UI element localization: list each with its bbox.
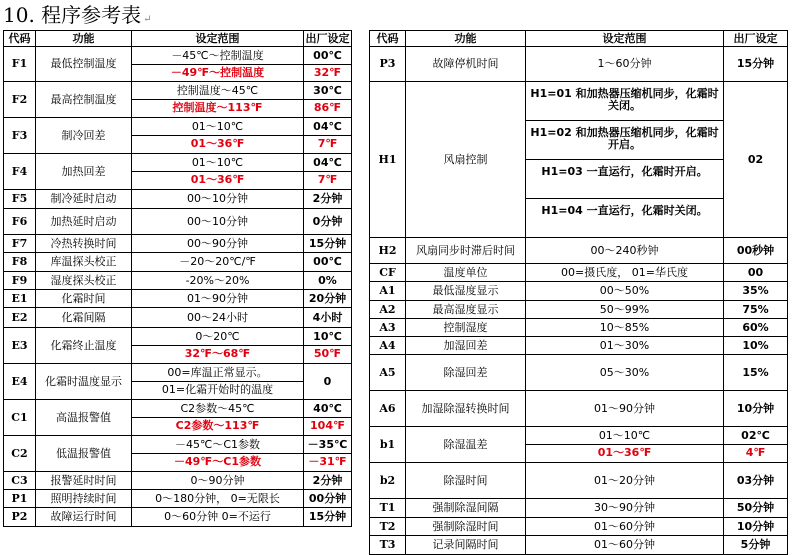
param-default [724,427,788,463]
param-code: C3 [4,472,36,490]
table-row [370,82,788,238]
param-code: A1 [370,282,406,301]
range-line: H1=04 一直运行，化霜时关闭。 [526,198,723,237]
table-row [4,272,352,290]
param-code: T1 [370,499,406,518]
range-line: 01～10℃ [191,156,244,169]
param-range [526,82,724,238]
param-default [724,47,788,82]
table-row [4,364,352,400]
default-line: 10分钟 [736,519,775,533]
param-code: F7 [4,235,36,253]
param-code: E3 [4,328,36,364]
param-default [724,264,788,282]
table-row [370,427,788,463]
range-line: 01～90分钟 [594,401,655,415]
header-range: 设定范围 [526,31,724,47]
param-function: 高温报警值 [36,400,132,436]
param-default [724,499,788,518]
table-row [370,47,788,82]
default-line: 00秒钟 [736,243,775,257]
range-line: －49℉～控制温度 [132,64,303,81]
param-range [132,308,304,328]
range-line: －45℃～C1参数 [174,438,261,451]
default-line: 35% [742,284,769,297]
table-row [4,47,352,82]
param-range [526,499,724,518]
range-line: 1～60分钟 [597,57,652,70]
default-line: 15分钟 [308,236,347,250]
default-line: 00℃ [313,255,342,268]
range-line: 01～90分钟 [187,291,248,305]
param-function: 风扇控制 [406,82,526,238]
param-range [132,190,304,209]
table-row [4,209,352,235]
default-line: 40℃ [313,402,342,415]
default-line: 0% [318,273,337,287]
table-row [4,118,352,154]
param-default [724,355,788,391]
default-line: 75% [742,302,769,316]
default-line: 4小时 [312,310,343,324]
default-line: 5分钟 [740,538,771,551]
default-line: 60% [742,320,769,334]
param-default [724,238,788,264]
table-row [4,508,352,527]
default-line: －31℉ [304,453,351,470]
param-code: C2 [4,436,36,472]
default-line: 15分钟 [308,510,347,523]
param-function: 湿度探头校正 [36,272,132,290]
range-line: 00～10分钟 [187,192,248,205]
param-code: F1 [4,47,36,82]
default-line: 10% [742,338,769,352]
param-range [526,518,724,536]
param-code: C1 [4,400,36,436]
table-row [4,400,352,436]
param-default [304,118,352,154]
table-row [370,337,788,355]
range-line: C2参数～45℃ [180,402,255,415]
param-function: 化霜间隔 [36,308,132,328]
param-code: F6 [4,209,36,235]
right-parameter-table [369,30,788,555]
param-default [304,154,352,190]
default-line: 7℉ [304,135,351,152]
param-range [526,264,724,282]
param-function: 冷热转换时间 [36,235,132,253]
range-line: -20%～20% [185,273,250,287]
default-line: 10分钟 [736,401,775,415]
param-range [526,355,724,391]
table-row [370,319,788,337]
param-range [132,328,304,364]
table-row [370,282,788,301]
range-line: 00～50% [599,284,650,297]
range-line: 00=库温正常显示。 [167,366,268,379]
table-row [4,328,352,364]
param-default [304,209,352,235]
param-default [724,301,788,319]
param-function: 加湿回差 [406,337,526,355]
table-row [4,154,352,190]
table-row [4,308,352,328]
param-range [526,238,724,264]
param-function: 除湿时间 [406,463,526,499]
header-range: 设定范围 [132,31,304,47]
default-line: 2分钟 [312,473,343,487]
param-function: 制冷延时启动 [36,190,132,209]
header-func: 功能 [36,31,132,47]
table-row [370,518,788,536]
header-default: 出厂设定 [305,31,350,45]
param-default [724,518,788,536]
param-default [304,235,352,253]
range-line: 01～36℉ [132,135,303,152]
param-default [724,282,788,301]
param-range [526,319,724,337]
range-line: C2参数～113℉ [132,417,303,434]
param-code: E2 [4,308,36,328]
range-line: 01～60分钟 [594,519,655,533]
range-line: －20～20℃/℉ [179,255,256,268]
table-row [4,490,352,508]
param-range [526,427,724,463]
table-row [4,190,352,209]
param-code: A6 [370,391,406,427]
range-line: 01～10℃ [191,120,244,133]
default-line: 7℉ [304,171,351,188]
table-row [4,82,352,118]
param-function: 制冷回差 [36,118,132,154]
default-line: 50℉ [304,345,351,362]
range-line: 30～90分钟 [594,501,655,514]
param-function: 控制湿度 [406,319,526,337]
table-row [370,264,788,282]
param-code: H1 [370,82,406,238]
default-line: 0分钟 [312,214,343,228]
param-default [304,508,352,527]
param-range [132,47,304,82]
paragraph-mark-icon: ↵ [143,14,152,25]
range-line: H1=01 和加热器压缩机同步，化霜时关闭。 [530,87,719,112]
range-line: 00～90分钟 [187,236,248,250]
param-code: F4 [4,154,36,190]
title-text: 10. 程序参考表 [3,3,142,27]
range-line: 控制温度～113℉ [132,99,303,116]
range-line: 01～20分钟 [594,473,655,487]
param-default [304,190,352,209]
default-line: 20分钟 [308,291,347,305]
param-function: 库温探头校正 [36,253,132,272]
range-line: 01～30% [599,338,650,352]
range-line: 32℉～68℉ [132,345,303,362]
param-range [132,364,304,400]
param-function: 加热回差 [36,154,132,190]
param-default [724,82,788,238]
default-line: 104℉ [304,417,351,434]
range-line: 01～60分钟 [594,538,655,551]
default-line: 15分钟 [736,57,775,70]
param-function: 强制除湿间隔 [406,499,526,518]
default-line: 04℃ [313,120,342,133]
param-range [132,272,304,290]
param-default [724,536,788,555]
param-range [526,391,724,427]
param-default [304,290,352,308]
default-line: 2分钟 [312,192,343,205]
default-line: 02 [747,152,764,166]
header-code: 代码 [370,31,406,47]
table-row [370,238,788,264]
range-line: 0～60分钟 0=不运行 [164,510,271,523]
param-range [132,508,304,527]
param-default [304,253,352,272]
table-row [370,355,788,391]
range-line: 控制温度～45℃ [176,84,259,97]
param-code: A4 [370,337,406,355]
default-line: 32℉ [304,64,351,81]
param-range [526,536,724,555]
param-function: 记录间隔时间 [406,536,526,555]
param-default [304,272,352,290]
range-line: 00～10分钟 [187,214,248,228]
default-line: 00℃ [313,48,342,62]
param-default [304,472,352,490]
default-line: 00分钟 [308,491,347,505]
range-line: H1=03 一直运行，化霜时开启。 [526,159,723,198]
param-function: 最高控制温度 [36,82,132,118]
param-range [132,253,304,272]
param-range [132,154,304,190]
header-default: 出厂设定 [724,31,788,47]
param-default [724,337,788,355]
param-function: 除湿回差 [406,355,526,391]
param-range [132,235,304,253]
table-row [4,235,352,253]
default-line: 10℃ [313,330,342,343]
table-row [370,301,788,319]
param-range [526,282,724,301]
param-function: 报警延时时间 [36,472,132,490]
param-code: F5 [4,190,36,209]
param-code: A2 [370,301,406,319]
param-code: E4 [4,364,36,400]
table-row [370,463,788,499]
param-default [304,436,352,472]
header-row [370,31,788,47]
range-line: 0～90分钟 [190,473,245,487]
param-default [304,308,352,328]
header-row [4,31,352,47]
default-line: 30℃ [313,84,342,97]
param-default [724,463,788,499]
param-default [304,328,352,364]
param-range [526,47,724,82]
param-function: 最低控制温度 [36,47,132,82]
param-code: F8 [4,253,36,272]
param-function: 化霜终止温度 [36,328,132,364]
param-default [304,82,352,118]
default-line: 0 [323,374,332,388]
default-line: 4℉ [724,444,787,461]
range-line: 00=摄氏度， 01=华氏度 [561,265,688,279]
param-function: 加湿除湿转换时间 [406,391,526,427]
param-function: 加热延时启动 [36,209,132,235]
param-range [132,400,304,436]
param-code: T3 [370,536,406,555]
range-line: －49℉～C1参数 [132,453,303,470]
default-line: 04℃ [313,156,342,169]
param-code: A3 [370,319,406,337]
range-line: 0～180分钟， 0=无限长 [155,491,280,505]
param-range [132,290,304,308]
param-range [132,472,304,490]
param-range [132,82,304,118]
range-line: 01～36℉ [132,171,303,188]
default-line: 50分钟 [736,501,775,514]
param-code: E1 [4,290,36,308]
range-line: 50～99% [599,302,650,316]
header-func: 功能 [406,31,526,47]
param-function: 最低湿度显示 [406,282,526,301]
header-code: 代码 [4,31,36,47]
default-line: 00 [747,265,764,279]
param-range [132,209,304,235]
range-line: 05～30% [599,365,650,379]
range-line: －45℃～控制温度 [171,48,264,62]
param-range [526,301,724,319]
param-code: F2 [4,82,36,118]
param-function: 化霜时间 [36,290,132,308]
param-code: CF [370,264,406,282]
param-function: 风扇同步时滞后时间 [406,238,526,264]
param-function: 除湿温差 [406,427,526,463]
param-default [724,391,788,427]
table-row [370,499,788,518]
range-line: 01～36℉ [526,444,723,461]
param-default [304,490,352,508]
table-row [370,391,788,427]
default-line: 15% [742,365,769,379]
param-range [526,463,724,499]
param-default [304,400,352,436]
param-code: P3 [370,47,406,82]
page-title [3,2,152,28]
default-line: －35℃ [307,438,348,451]
default-line: 86℉ [304,99,351,116]
param-function: 照明持续时间 [36,490,132,508]
param-function: 最高湿度显示 [406,301,526,319]
param-range [132,490,304,508]
table-row [4,472,352,490]
param-default [724,319,788,337]
range-line: 01～10℃ [598,429,651,442]
param-code: P2 [4,508,36,527]
param-default [304,364,352,400]
range-line: 10～85% [599,320,650,334]
default-line: 02℃ [741,429,770,442]
param-code: F9 [4,272,36,290]
param-code: b1 [370,427,406,463]
param-function: 强制除湿时间 [406,518,526,536]
table-row [370,536,788,555]
param-function: 温度单位 [406,264,526,282]
range-line: 00～24小时 [187,310,248,324]
range-line: 0～20℃ [195,330,240,343]
range-line: H1=02 和加热器压缩机同步，化霜时开启。 [526,120,723,159]
table-row [4,253,352,272]
param-code: T2 [370,518,406,536]
param-range [132,118,304,154]
param-range [526,337,724,355]
param-function: 化霜时温度显示 [36,364,132,400]
param-code: F3 [4,118,36,154]
table-row [4,436,352,472]
default-line: 03分钟 [736,473,775,487]
table-row [4,290,352,308]
param-code: H2 [370,238,406,264]
param-code: P1 [4,490,36,508]
param-range [132,436,304,472]
param-function: 故障运行时间 [36,508,132,527]
range-line: 00～240秒钟 [590,243,659,257]
param-function: 低温报警值 [36,436,132,472]
left-parameter-table [3,30,352,527]
param-default [304,47,352,82]
param-function: 故障停机时间 [406,47,526,82]
param-code: A5 [370,355,406,391]
param-code: b2 [370,463,406,499]
range-line: 01=化霜开始时的温度 [132,381,303,398]
